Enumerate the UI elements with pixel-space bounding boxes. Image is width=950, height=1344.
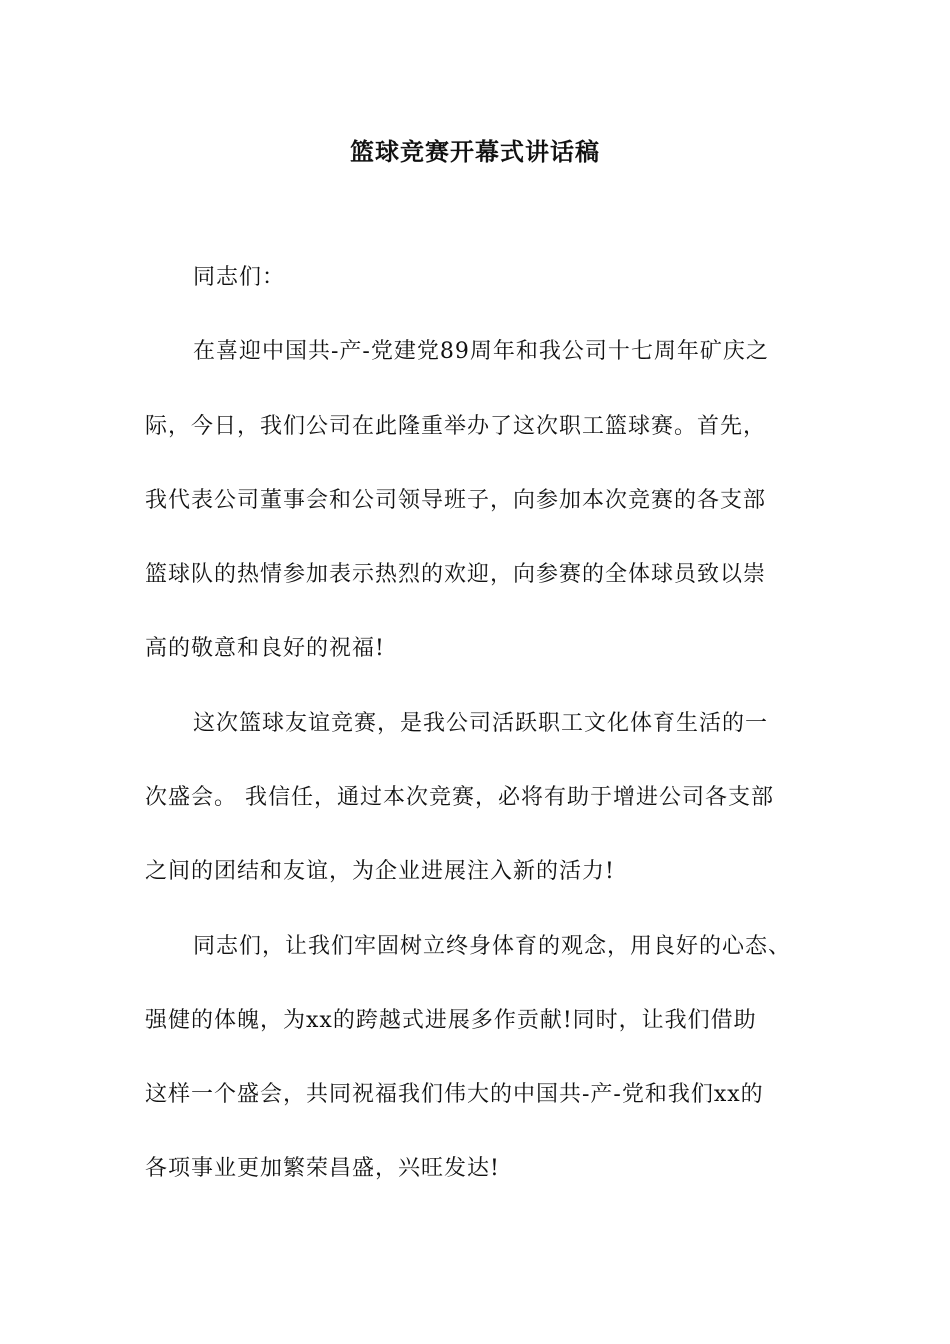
- paragraph-3-line-2: 强健的体魄，为xx的跨越式进展多作贡献!同时，让我们借助: [145, 1008, 757, 1033]
- paragraph-3-line-3: 这样一个盛会，共同祝福我们伟大的中国共-产-党和我们xx的: [145, 1082, 764, 1107]
- paragraph-3-line-1: 同志们，让我们牢固树立终身体育的观念，用良好的心态、: [193, 934, 792, 959]
- document-title: 篮球竞赛开幕式讲话稿: [350, 137, 600, 166]
- paragraph-2-line-3: 之间的团结和友谊，为企业进展注入新的活力!: [145, 859, 615, 884]
- paragraph-1-line-5: 高的敬意和良好的祝福!: [145, 636, 385, 661]
- salutation-line: 同志们：: [193, 265, 286, 290]
- paragraph-1-line-4: 篮球队的热情参加表示热烈的欢迎，向参赛的全体球员致以崇: [145, 562, 767, 587]
- paragraph-3-line-4: 各项事业更加繁荣昌盛，兴旺发达!: [145, 1156, 500, 1181]
- paragraph-1-line-1: 在喜迎中国共-产-党建党89周年和我公司十七周年矿庆之: [193, 339, 769, 364]
- paragraph-1-line-3: 我代表公司董事会和公司领导班子，向参加本次竞赛的各支部: [145, 488, 767, 513]
- paragraph-2-line-1: 这次篮球友谊竞赛，是我公司活跃职工文化体育生活的一: [193, 711, 769, 736]
- paragraph-1-line-2: 际，今日，我们公司在此隆重举办了这次职工篮球赛。首先，: [145, 414, 767, 439]
- paragraph-2-line-2: 次盛会。 我信任，通过本次竞赛，必将有助于增进公司各支部: [145, 785, 774, 810]
